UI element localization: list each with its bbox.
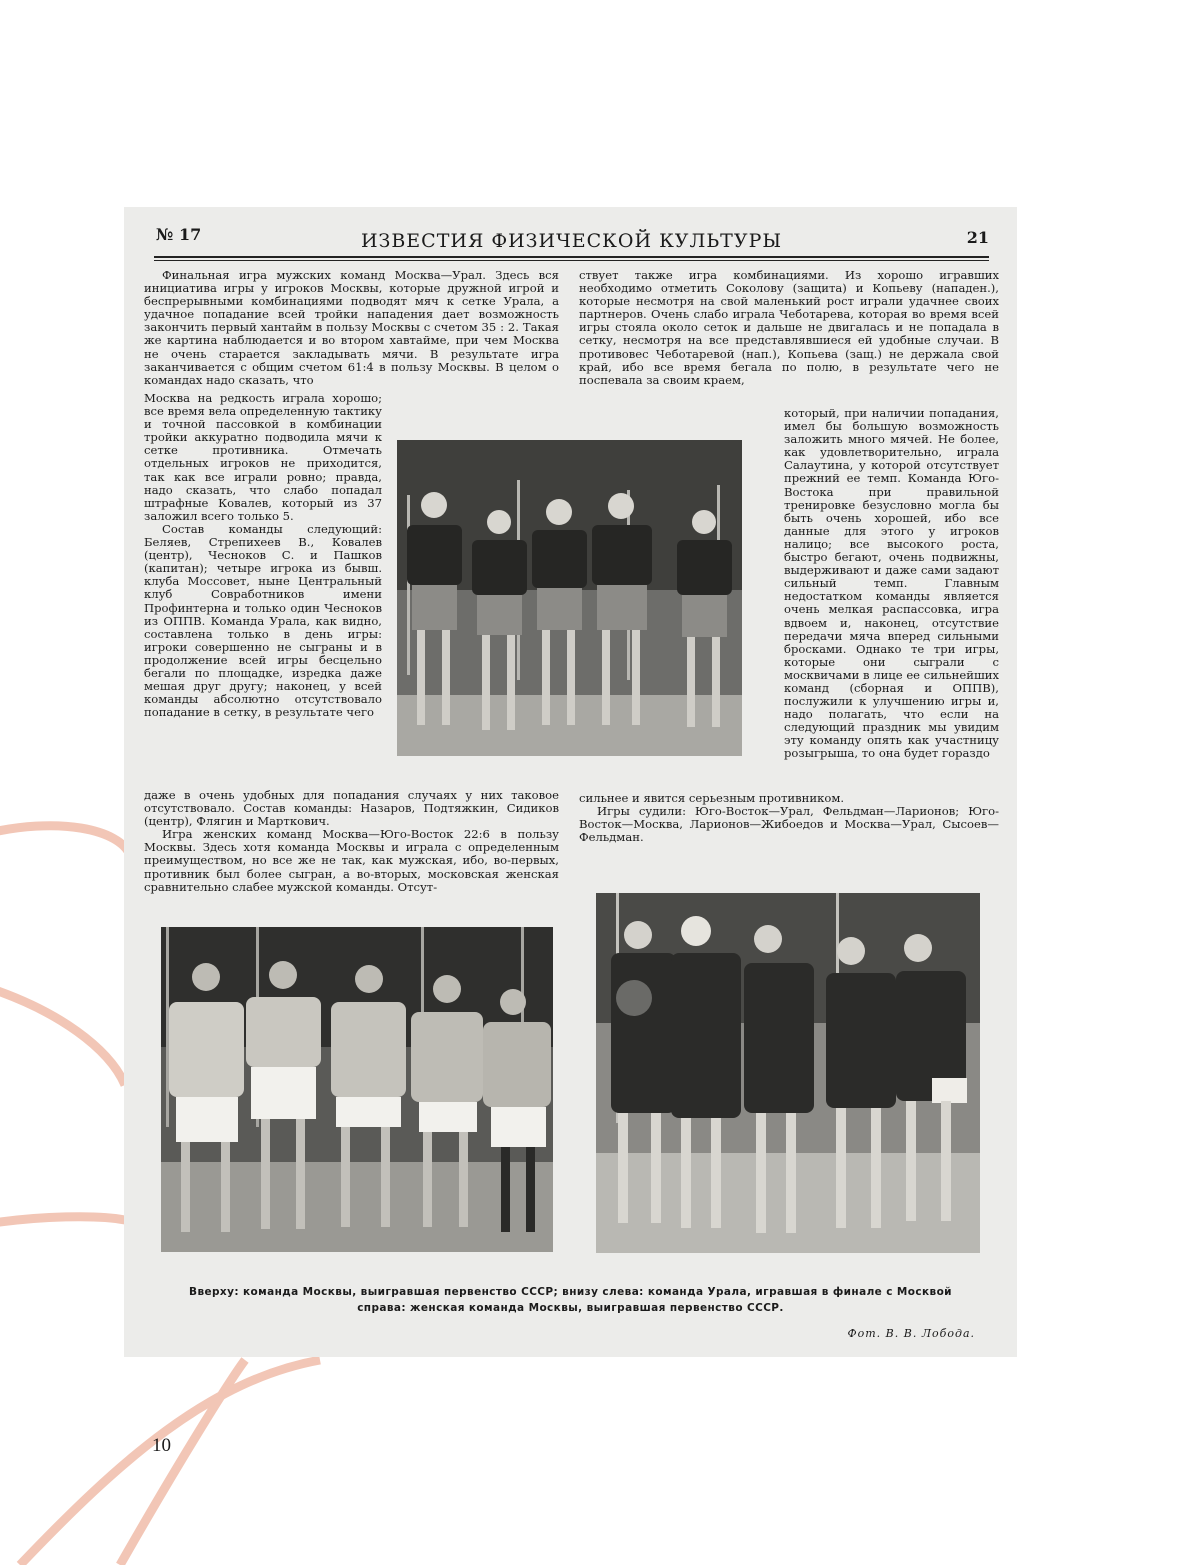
- photo-ural-team: [161, 927, 553, 1252]
- paragraph: Игры судили: Юго-Восток—Урал, Фельдман—Ларионов; Юго-Восток—Москва, Ларионов—Жибоедов и Москва—Урал, Сысоев—Фельдман.: [579, 804, 999, 845]
- page-number: 10: [152, 1435, 171, 1456]
- paragraph: Москва на редкость играла хорошо; все время вела определенную тактику и точной пассовкой в комбинации тройки аккуратно подводила мячи к сетке противника. Отмечать отдельных игроков не приходится, так как все играли ровно; правда, надо сказать, что слабо попадал штрафные Ковалев, который из 37 заложил всего только 5.: [144, 391, 382, 523]
- photo-caption: [124, 1284, 1017, 1316]
- paragraph: Игра женских команд Москва—Юго-Восток 22:6 в пользу Москвы. Здесь хотя команда Москвы и играла с определенным преимуществом, но все же не так, как мужская, ибо, во-первых, противник был более сыгран, а во-вторых, московская женская сравнительно слабее мужской команды. Отсут-: [144, 827, 559, 894]
- paragraph: Состав команды следующий: Беляев, Стрепихеев В., Ковалев (центр), Чесноков С. и Пашков (капитан); четыре игрока из бывш. клуба Моссовет, ныне Центральный клуб Совработников имени Профинтерна и только один Чесноков из ОППВ. Команда Урала, как видно, составлена только в день игры: игроки совершенно не сыграны и в продолжение всей игры бесцельно бегали по площадке, изредка даже мешая друг другу; наконец, у всей команды абсолютно отсутствовало попадание в сетку, в результате чего: [144, 521, 382, 720]
- newspaper-page-number: 21: [966, 228, 989, 247]
- paragraph: даже в очень удобных для попадания случаях у них таковое отсутствовало. Состав команды: Назаров, Подтяжкин, Сидиков (центр), Флягин и Марткович.: [144, 788, 559, 829]
- newspaper-title: ИЗВЕСТИЯ ФИЗИЧЕСКОЙ КУЛЬТУРЫ: [360, 230, 783, 252]
- left-column-narrow: [144, 392, 382, 719]
- left-column-top: [144, 269, 559, 387]
- header-rule-thin: [154, 260, 989, 261]
- right-column-narrow: [784, 407, 999, 761]
- header-rule: [154, 256, 989, 258]
- right-column-bottom: [579, 792, 999, 844]
- photo-moscow-womens-team: [596, 893, 980, 1253]
- paragraph: сильнее и явится серьезным противником.: [579, 791, 845, 805]
- paragraph: который, при наличии попадания, имел бы большую возможность заложить много мячей. Не более, как удовлетворительно, играла Салаутина, у которой отсутствует прежний ее темп. Команда Юго-Востока при правильной тренировке безусловно могла бы быть очень хорошей, ибо все данные для этого у игроков налицо; все высокого роста, быстро бегают, очень подвижны, выдерживают и даже сами задают сильный темп. Главным недостатком команды является очень мелкая распассовка, игра вдвоем и, наконец, отсутствие передачи мяча вперед сильными бросками. Однако те три игры, которые они сыграли с москвичами в лице ее сильнейших команд (сборная и ОППВ), послужили к улучшению игры и, надо полагать, что если на следующий праздник мы увидим эту команду опять как участницу розыгрыша, то она будет гораздо: [784, 406, 999, 761]
- paragraph: Финальная игра мужских команд Москва—Урал. Здесь вся инициатива игры у игроков Москвы, которые дружной игрой и беспрерывными комбинациями подводят мяч к сетке Урала, а удачное попадание всей тройки нападения дает возможность закончить первый хантайм в пользу Москвы с счетом 35 : 2. Такая же картина наблюдается и во втором хавтайме, при чем Москва не очень старается закладывать мячи. В результате игра заканчивается с общим счетом 61:4 в пользу Москвы. В целом о командах надо сказать, что: [144, 268, 559, 387]
- newspaper-header: [154, 222, 989, 262]
- photo-moscow-mens-team: [397, 440, 742, 756]
- photo-credit: Фот. В. В. Лобода.: [847, 1327, 975, 1340]
- right-column-top: [579, 269, 999, 387]
- paragraph: ствует также игра комбинациями. Из хорошо игравших необходимо отметить Соколову (защита) и Копьеву (нападен.), которые несмотря на свой маленький рост играли удачнее своих партнеров. Очень слабо играла Чеботарева, которая во время всей игры стояла около сеток и дальше не двигалась и не попадала в сетку, несмотря на все представлявшиеся ей удобные случаи. В противовес Чеботаревой (нап.), Копьева (защ.) не держала свой край, ибо все время бегала по полю, в результате чего не поспевала за своим краем,: [579, 268, 999, 387]
- newspaper-scan: [124, 207, 1017, 1357]
- issue-number: № 17: [156, 225, 202, 244]
- caption-line: справа: женская команда Москвы, выигравшая первенство СССР.: [357, 1302, 784, 1314]
- left-column-bottom: [144, 789, 559, 894]
- caption-line: Вверху: команда Москвы, выигравшая первенство СССР; внизу слева: команда Урала, игравшая в финале с Москвой: [189, 1286, 952, 1298]
